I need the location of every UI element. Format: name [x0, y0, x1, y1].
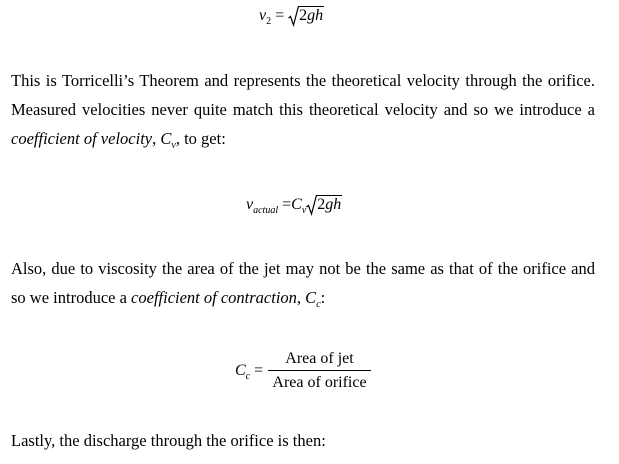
paragraph-discharge — [11, 426, 595, 455]
term-coefficient-of-contraction: coefficient of contraction — [131, 288, 297, 307]
fraction-bar — [268, 370, 371, 371]
eq-v2-subscript: 2 — [266, 16, 272, 27]
eq-v2-sqrt — [288, 6, 324, 26]
symbol-cc-subscript: c — [316, 299, 321, 310]
eq-cc-symbol: C — [235, 362, 246, 379]
eq-vactual-symbol: v — [246, 196, 254, 213]
term-coefficient-of-velocity: coefficient of velocity — [11, 129, 153, 148]
equation-cc-lhs — [235, 361, 263, 383]
eq-vactual-radicand-vars: gh — [325, 196, 342, 213]
torricelli-text-c: , to get: — [175, 129, 226, 148]
sqrt-icon — [306, 194, 317, 216]
eq-vactual-coef-subscript: v — [301, 205, 307, 216]
eq-vactual-radicand-number: 2 — [317, 196, 326, 213]
eq-v2-radicand-vars: gh — [307, 7, 324, 24]
eq-v2-radicand-number: 2 — [299, 7, 308, 24]
sqrt-icon — [288, 5, 299, 27]
viscosity-text-c: : — [320, 288, 326, 307]
symbol-cc: C — [305, 288, 317, 307]
eq-v2-equals: = — [275, 7, 285, 24]
torricelli-text-a: This is Torricelli’s Theorem and represents the theoretical velocity through the orifice. Measured velocities never quite match this theoretical velocity and so we introduce a — [11, 71, 595, 119]
eq-vactual-subscript: actual — [253, 205, 279, 216]
eq-vactual-sqrt — [306, 195, 342, 215]
torricelli-text-b: , — [152, 129, 161, 148]
eq-cc-numerator: Area of jet — [285, 350, 354, 367]
eq-cc-denominator: Area of orifice — [272, 374, 367, 391]
symbol-cv-subscript: v — [171, 140, 176, 151]
equation-v2 — [259, 6, 324, 28]
eq-v2-symbol: v — [259, 7, 267, 24]
equation-cc-fraction — [268, 349, 371, 393]
eq-vactual-coef: C — [291, 196, 302, 213]
viscosity-text-b: , — [296, 288, 306, 307]
equation-vactual — [246, 195, 342, 217]
eq-vactual-equals: = — [282, 196, 292, 213]
eq-cc-subscript: c — [245, 371, 251, 382]
discharge-text: Lastly, the discharge through the orifice is then: — [11, 431, 326, 450]
paragraph-torricelli — [11, 66, 595, 156]
symbol-cv: C — [160, 129, 172, 148]
paragraph-viscosity — [11, 254, 595, 315]
viscosity-text-a: Also, due to viscosity the area of the jet may not be the same as that of the orifice and so we introduce a — [11, 259, 595, 307]
eq-cc-equals: = — [254, 362, 264, 379]
